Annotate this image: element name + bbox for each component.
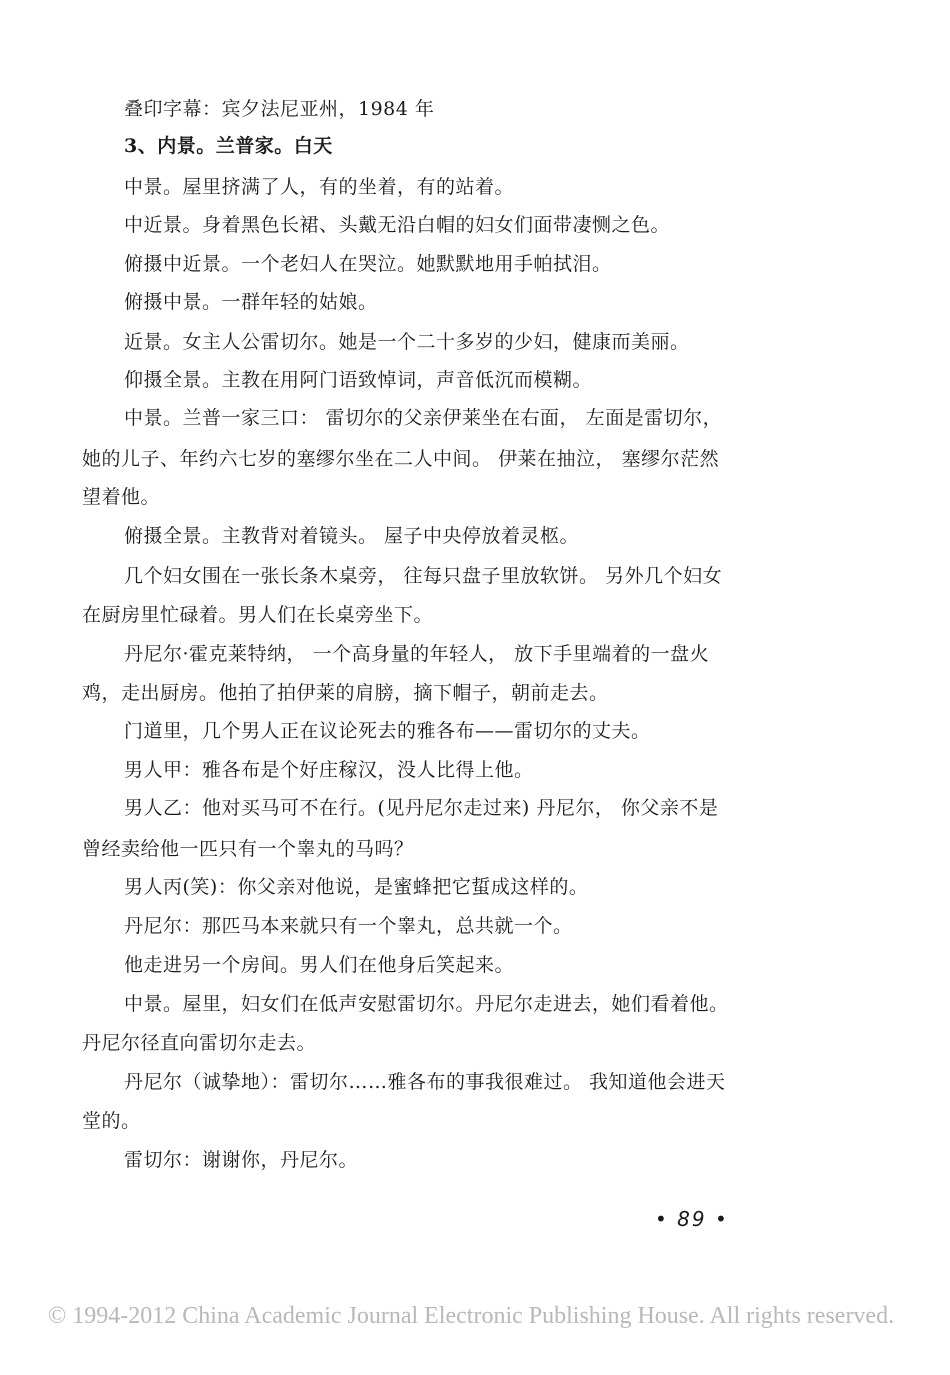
paragraph-line: 望着他。 bbox=[82, 486, 161, 508]
paragraph-line: 在厨房里忙碌着。男人们在长桌旁坐下。 bbox=[82, 604, 434, 626]
page-number: • 89 • bbox=[655, 1207, 729, 1231]
paragraph-line: 她的儿子、年约六七岁的塞缪尔坐在二人中间。 伊莱在抽泣， 塞缪尔茫然 bbox=[82, 448, 720, 470]
paragraph-line: 中景。屋里，妇女们在低声安慰雷切尔。丹尼尔走进去，她们看着他。 bbox=[124, 993, 729, 1015]
paragraph-line: 俯摄全景。主教背对着镜头。 屋子中央停放着灵柩。 bbox=[124, 525, 580, 547]
paragraph-line: 仰摄全景。主教在用阿门语致悼词，声音低沉而模糊。 bbox=[124, 369, 593, 391]
paragraph-line: 鸡，走出厨房。他拍了拍伊莱的肩膀，摘下帽子，朝前走去。 bbox=[82, 682, 609, 704]
scene-heading: 3、内景。兰普家。白天 bbox=[124, 135, 333, 157]
paragraph-line: 近景。女主人公雷切尔。她是一个二十多岁的少妇，健康而美丽。 bbox=[124, 331, 690, 353]
dialogue-line: 丹尼尔：那匹马本来就只有一个睾丸，总共就一个。 bbox=[124, 915, 573, 937]
paragraph-line: 丹尼尔·霍克莱特纳， 一个高身量的年轻人， 放下手里端着的一盘火 bbox=[124, 643, 710, 665]
dialogue-line: 曾经卖给他一匹只有一个睾丸的马吗？ bbox=[82, 838, 414, 860]
paragraph-line: 俯摄中景。一群年轻的姑娘。 bbox=[124, 291, 378, 313]
copyright-notice: © 1994-2012 China Academic Journal Electronic Publishing House. All rights reserved. bbox=[48, 1303, 895, 1329]
dialogue-line: 男人甲：雅各布是个好庄稼汉，没人比得上他。 bbox=[124, 759, 534, 781]
paragraph-line: 中景。兰普一家三口： 雷切尔的父亲伊莱坐在右面， 左面是雷切尔， bbox=[124, 407, 723, 429]
dialogue-line: 雷切尔：谢谢你，丹尼尔。 bbox=[124, 1149, 359, 1171]
paragraph-line: 中近景。身着黑色长裙、头戴无沿白帽的妇女们面带凄恻之色。 bbox=[124, 214, 671, 236]
dialogue-line: 丹尼尔（诚挚地）：雷切尔……雅各布的事我很难过。 我知道他会进天 bbox=[124, 1071, 726, 1093]
paragraph-line: 几个妇女围在一张长条木桌旁， 往每只盘子里放软饼。 另外几个妇女 bbox=[124, 565, 723, 587]
dialogue-line: 男人丙(笑)：你父亲对他说，是蜜蜂把它蜇成这样的。 bbox=[124, 876, 589, 898]
paragraph-line: 俯摄中近景。一个老妇人在哭泣。她默默地用手帕拭泪。 bbox=[124, 253, 612, 275]
dialogue-line: 堂的。 bbox=[82, 1110, 141, 1132]
dialogue-line: 男人乙：他对买马可不在行。(见丹尼尔走过来) 丹尼尔， 你父亲不是 bbox=[124, 797, 719, 819]
paragraph-line: 丹尼尔径直向雷切尔走去。 bbox=[82, 1032, 317, 1054]
paragraph-line: 中景。屋里挤满了人，有的坐着，有的站着。 bbox=[124, 176, 515, 198]
paragraph-line: 门道里，几个男人正在议论死去的雅各布——雷切尔的丈夫。 bbox=[124, 720, 651, 742]
paragraph-line: 他走进另一个房间。男人们在他身后笑起来。 bbox=[124, 954, 515, 976]
superimposed-caption: 叠印字幕：宾夕法尼亚州，1984 年 bbox=[124, 98, 435, 120]
